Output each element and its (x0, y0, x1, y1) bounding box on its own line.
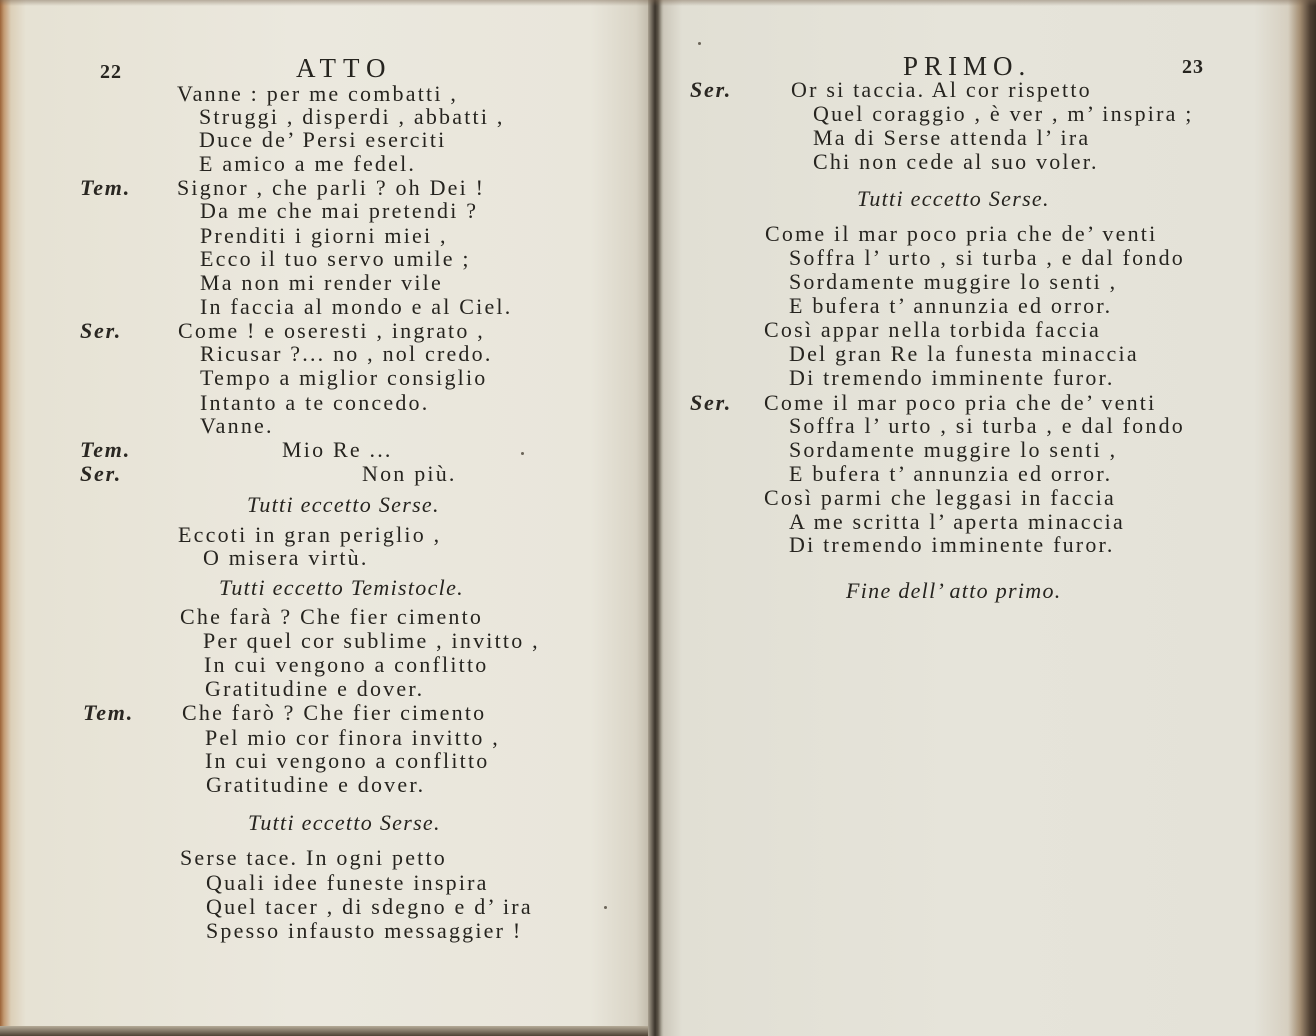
verse-line: Vanne : per me combatti , (177, 81, 459, 106)
verse-line: Che farà ? Che fier cimento (180, 604, 484, 629)
page-number: 23 (1182, 56, 1204, 78)
running-head: PRIMO. (903, 51, 1032, 81)
stage-direction: Tutti eccetto Serse. (247, 492, 440, 517)
speaker-label: Ser. (80, 318, 123, 343)
verse-line: Soffra l’ urto , si turba , e dal fondo (789, 245, 1185, 270)
verse-line: Così parmi che leggasi in faccia (764, 485, 1117, 510)
verse-line: O misera virtù. (203, 545, 369, 570)
verse-line: Struggi , disperdi , abbatti , (199, 104, 505, 129)
verse-line: Così appar nella torbida faccia (764, 317, 1101, 342)
verse-line: Quel coraggio , è ver , m’ inspira ; (813, 101, 1194, 126)
verse-line: Pel mio cor finora invitto , (205, 725, 501, 750)
running-head: ATTO (296, 53, 393, 83)
speaker-label: Tem. (80, 175, 131, 200)
act-end-note: Fine dell’ atto primo. (846, 578, 1062, 603)
stage-direction: Tutti eccetto Temistocle. (219, 575, 464, 600)
verse-line: Come ! e oseresti , ingrato , (178, 318, 485, 343)
verse-line: Ma di Serse attenda l’ ira (813, 125, 1091, 150)
verse-line: Gratitudine e dover. (206, 772, 426, 797)
speaker-label: Ser. (690, 390, 733, 415)
verse-line: Sordamente muggire lo senti , (789, 437, 1118, 462)
verse-line: Signor , che parli ? oh Dei ! (177, 175, 486, 200)
verse-line: Gratitudine e dover. (205, 676, 425, 701)
speaker-label: Ser. (80, 461, 123, 486)
verse-line: Di tremendo imminente furor. (789, 532, 1115, 557)
verse-line: Chi non cede al suo voler. (813, 149, 1099, 174)
verse-line: Sordamente muggire lo senti , (789, 269, 1118, 294)
verse-line: Ecco il tuo servo umile ; (200, 246, 471, 271)
verse-line: Tempo a miglior consiglio (200, 365, 488, 390)
verse-line: In cui vengono a conflitto (204, 652, 489, 677)
verse-line: Eccoti in gran periglio , (178, 522, 442, 547)
verse-line: Or si taccia. Al cor rispetto (791, 77, 1092, 102)
verse-line: Duce de’ Persi eserciti (199, 127, 447, 152)
verse-line: Non più. (362, 461, 457, 486)
verse-line: Mio Re ... (282, 437, 393, 462)
verse-line: In cui vengono a conflitto (205, 748, 490, 773)
top-edge-shade (0, 0, 1316, 6)
page-number: 22 (100, 61, 122, 83)
verse-line: E bufera t’ annunzia ed orror. (789, 293, 1113, 318)
verse-line: In faccia al mondo e al Ciel. (200, 294, 513, 319)
verse-line: Intanto a te concedo. (200, 390, 430, 415)
left-page-bottom-edge (0, 1026, 652, 1036)
speaker-label: Tem. (83, 700, 134, 725)
print-speck (698, 42, 701, 45)
verse-line: Serse tace. In ogni petto (180, 845, 447, 870)
verse-line: Per quel cor sublime , invitto , (203, 628, 540, 653)
verse-line: Come il mar poco pria che de’ venti (765, 221, 1158, 246)
speaker-label: Ser. (690, 77, 733, 102)
verse-line: A me scritta l’ aperta minaccia (789, 509, 1125, 534)
verse-line: Di tremendo imminente furor. (789, 365, 1115, 390)
verse-line: E bufera t’ annunzia ed orror. (789, 461, 1113, 486)
verse-line: Quali idee funeste inspira (206, 870, 489, 895)
verse-line: Che farò ? Che fier cimento (182, 700, 487, 725)
speaker-label: Tem. (80, 437, 131, 462)
verse-line: Ma non mi render vile (200, 270, 443, 295)
print-speck (521, 452, 524, 455)
verse-line: Ricusar ?... no , nol credo. (200, 341, 493, 366)
verse-line: Quel tacer , di sdegno e d’ ira (206, 894, 533, 919)
verse-line: Soffra l’ urto , si turba , e dal fondo (789, 413, 1185, 438)
stage-direction: Tutti eccetto Serse. (248, 810, 441, 835)
verse-line: Del gran Re la funesta minaccia (789, 341, 1139, 366)
print-speck (604, 906, 607, 909)
verse-line: E amico a me fedel. (199, 151, 417, 176)
stage-direction: Tutti eccetto Serse. (857, 186, 1050, 211)
verse-line: Vanne. (200, 413, 274, 438)
verse-line: Prenditi i giorni miei , (200, 223, 448, 248)
verse-line: Da me che mai pretendi ? (200, 198, 479, 223)
verse-line: Come il mar poco pria che de’ venti (764, 390, 1157, 415)
verse-line: Spesso infausto messaggier ! (206, 918, 523, 943)
book-gutter (648, 0, 664, 1036)
